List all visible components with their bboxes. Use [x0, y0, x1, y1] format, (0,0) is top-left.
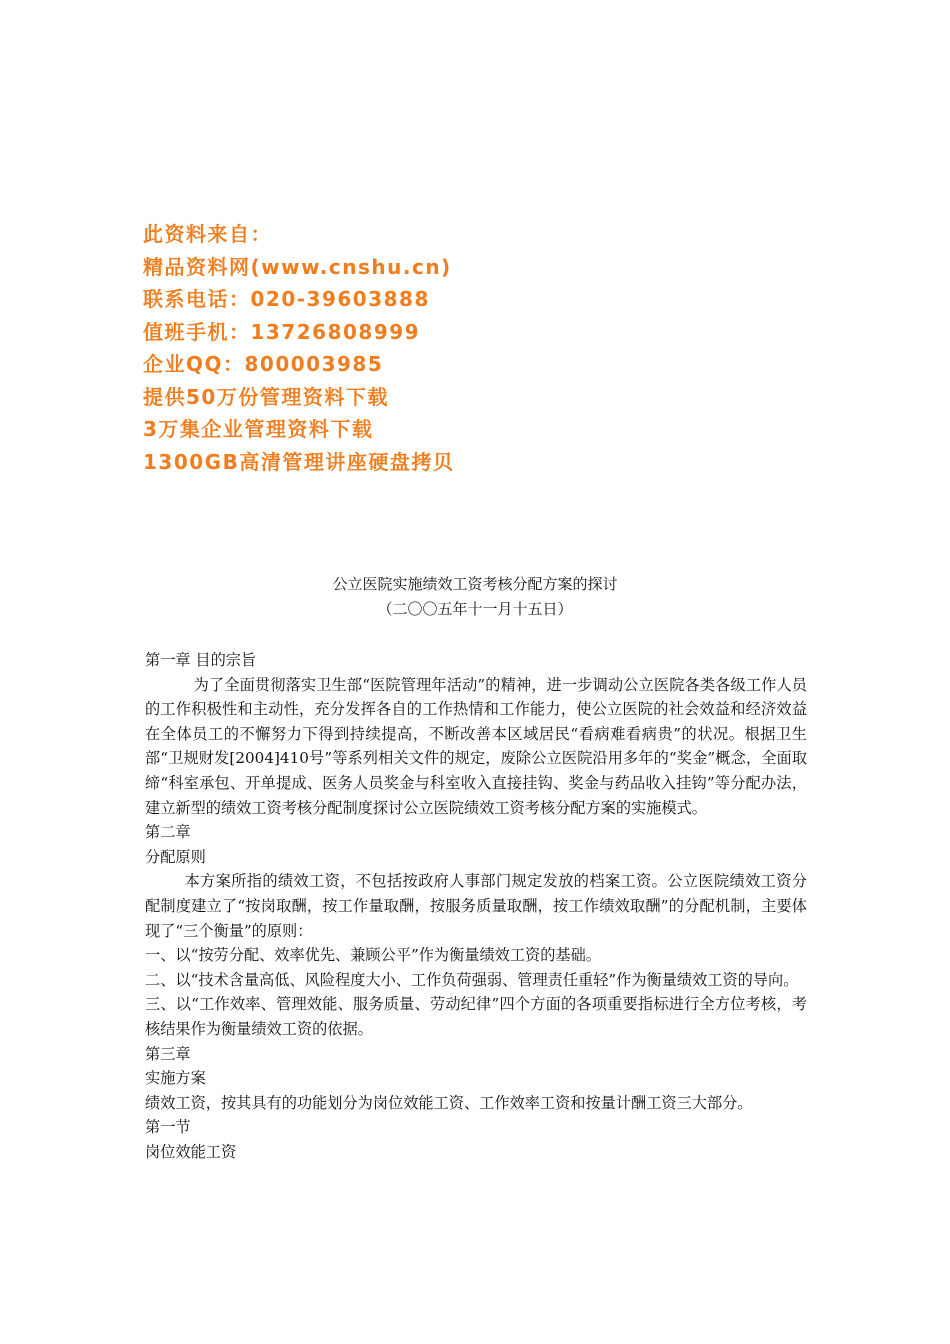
- promo-line-phone: 联系电话：020-39603888: [143, 287, 430, 311]
- chapter-3-title: 实施方案: [145, 1069, 206, 1088]
- document-title: 公立医院实施绩效工资考核分配方案的探讨: [332, 575, 618, 593]
- promo-block: [143, 218, 843, 478]
- section-1-heading: 第一节: [145, 1118, 191, 1137]
- chapter-2-title: 分配原则: [145, 847, 206, 866]
- principle-3: 三、以“工作效率、管理效能、服务质量、劳动纪律”四个方面的各项重要指标进行全方位考核，考核结果作为衡量绩效工资的依据。: [145, 995, 807, 1038]
- chapter-2-heading: 第二章: [145, 823, 191, 842]
- document-date: （二〇〇五年十一月十五日）: [377, 600, 573, 618]
- promo-line-mobile: 值班手机：13726808999: [143, 319, 421, 344]
- chapter-1-paragraph: 为了全面贯彻落实卫生部“医院管理年活动”的精神，进一步调动公立医院各类各级工作人员的工作积极性和主动性，充分发挥各自的工作热情和工作能力，使公立医院的社会效益和经济效益在全体员工的不懈努力下得到持续提高，不断改善本区域居民“看病难看病贵”的状况。根据卫生部“卫规财发[2004]410号”等系列相关文件的规定，废除公立医院沿用多年的“奖金”概念，全面取缔“科室承包、开单提成、医务人员奖金与科室收入直接挂钩、奖金与药品收入挂钩”等分配办法，建立新型的绩效工资考核分配制度探讨公立医院绩效工资考核分配方案的实施模式。: [145, 675, 808, 817]
- principle-1: 一、以“按劳分配、效率优先、兼顾公平”作为衡量绩效工资的基础。: [145, 946, 601, 965]
- chapter-3-heading: 第三章: [145, 1044, 191, 1063]
- chapter-2-paragraph: 本方案所指的绩效工资，不包括按政府人事部门规定发放的档案工资。公立医院绩效工资分配制度建立了“按岗取酬，按工作量取酬，按服务质量取酬，按工作绩效取酬”的分配机制，主要体现了“三个衡量”的原则：: [145, 872, 807, 940]
- promo-line-source: 此资料来自：: [143, 222, 272, 246]
- promo-line-offer-2: 3万集企业管理资料下载: [143, 417, 374, 441]
- promo-line-qq: 企业QQ：800003985: [143, 352, 384, 376]
- principle-2: 二、以“技术含量高低、风险程度大小、工作负荷强弱、管理责任重轻”作为衡量绩效工资的导向。: [145, 970, 799, 989]
- document-body: [145, 648, 807, 1164]
- chapter-1-heading: 第一章 目的宗旨: [145, 651, 257, 669]
- promo-line-website: 精品资料网(www.cnshu.cn): [143, 254, 452, 279]
- promo-line-offer-3: 1300GB高清管理讲座硬盘拷贝: [143, 449, 455, 474]
- chapter-3-paragraph: 绩效工资，按其具有的功能划分为岗位效能工资、工作效率工资和按量计酬工资三大部分。: [145, 1093, 753, 1112]
- promo-line-offer-1: 提供50万份管理资料下载: [143, 384, 389, 409]
- section-1-title: 岗位效能工资: [145, 1142, 237, 1161]
